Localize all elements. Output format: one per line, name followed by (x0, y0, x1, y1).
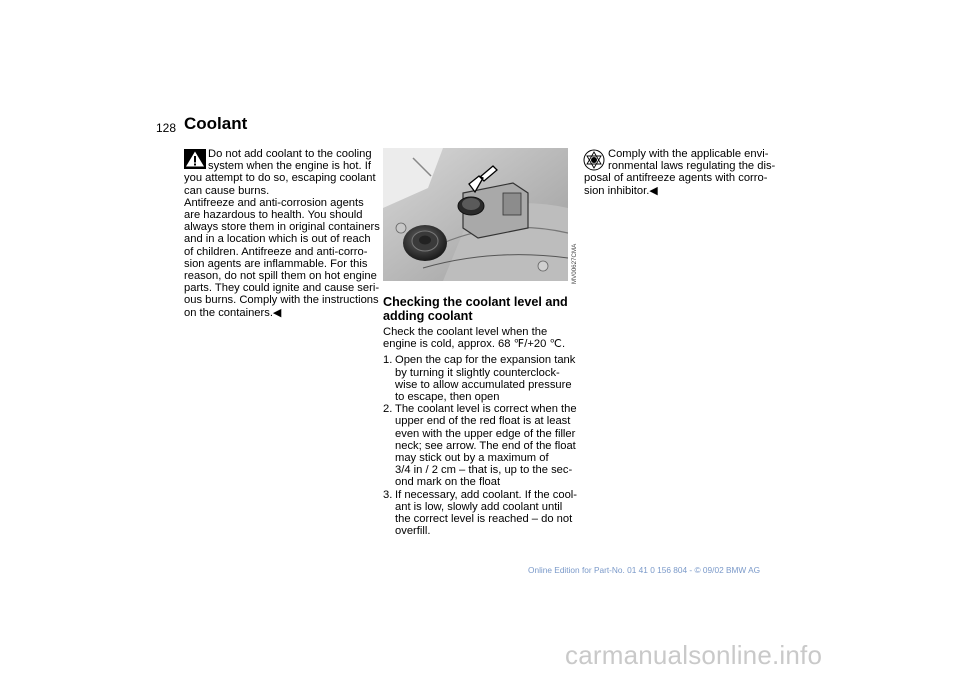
expansion-tank-photo (383, 148, 568, 281)
warning-line: reason, do not spill them on hot engine (184, 270, 377, 283)
step-line: overfill. (395, 525, 431, 538)
warning-text (184, 148, 380, 319)
step-line: upper end of the red float is at least (395, 415, 571, 428)
warning-line: ous burns. Comply with the instructions (184, 294, 379, 307)
environment-line: sion inhibitor.◀ (584, 184, 658, 197)
image-code (568, 236, 578, 284)
warning-line: Antifreeze and anti-corrosion agents (184, 196, 364, 209)
step-line: may stick out by a maximum of (395, 452, 549, 465)
step-line: neck; see arrow. The end of the float (395, 439, 576, 452)
warning-line: parts. They could ignite and cause seri- (184, 282, 380, 295)
warning-line: Do not add coolant to the cooling (208, 148, 372, 160)
section-heading (383, 296, 578, 323)
warning-line: on the containers.◀ (184, 306, 282, 319)
image-code-text: MV00627CMA (571, 243, 578, 284)
warning-line: and in a location which is out of reach (184, 233, 371, 246)
step-line: ond mark on the float (395, 476, 501, 489)
environment-text (584, 148, 780, 197)
list-item (383, 403, 578, 488)
list-item (383, 489, 578, 538)
step-number: 2. (383, 403, 393, 416)
step-line: 3/4 in / 2 cm – that is, up to the sec- (395, 464, 573, 477)
step-number: 3. (383, 488, 393, 501)
warning-line: sion agents are inflammable. For this (184, 257, 368, 270)
watermark: carmanualsonline.info (565, 640, 823, 670)
section-heading-line: adding coolant (383, 308, 473, 323)
intro-line: engine is cold, approx. 68 ℉/+20 ℃. (383, 338, 566, 351)
warning-line: are hazardous to health. You should (184, 209, 363, 222)
step-line: ant is low, slowly add coolant until (395, 500, 563, 513)
environment-line: ronmental laws regulating the dis- (608, 160, 776, 173)
step-line: The coolant level is correct when the (395, 403, 577, 416)
step-line: to escape, then open (395, 391, 500, 404)
steps-list (383, 354, 578, 537)
step-line: the correct level is reached – do not (395, 513, 573, 526)
warning-line: of children. Antifreeze and anti-corro- (184, 245, 368, 258)
section-heading-line: Checking the coolant level and (383, 295, 568, 309)
step-line: by turning it slightly counterclock- (395, 366, 560, 379)
warning-line: always store them in original containers (184, 221, 380, 234)
step-line: wise to allow accumulated pressure (395, 378, 572, 391)
step-number: 1. (383, 354, 393, 367)
step-line: If necessary, add coolant. If the cool- (395, 488, 577, 501)
footer-edition-note: Online Edition for Part-No. 01 41 0 156 804 - © 09/02 BMW AG (528, 565, 761, 575)
coolant-check-section (383, 296, 578, 537)
step-line: even with the upper edge of the filler (395, 427, 576, 440)
list-item (383, 354, 578, 403)
intro-line: Check the coolant level when the (383, 326, 548, 338)
environment-line: Comply with the applicable envi- (608, 148, 769, 160)
warning-line: system when the engine is hot. If (208, 160, 371, 173)
warning-line: you attempt to do so, escaping coolant (184, 172, 376, 185)
page-number: 128 (156, 121, 177, 135)
step-line: Open the cap for the expansion tank (395, 354, 576, 367)
environment-line: posal of antifreeze agents with corro- (584, 172, 768, 185)
warning-line: can cause burns. (184, 184, 270, 197)
page-title: Coolant (184, 114, 248, 133)
